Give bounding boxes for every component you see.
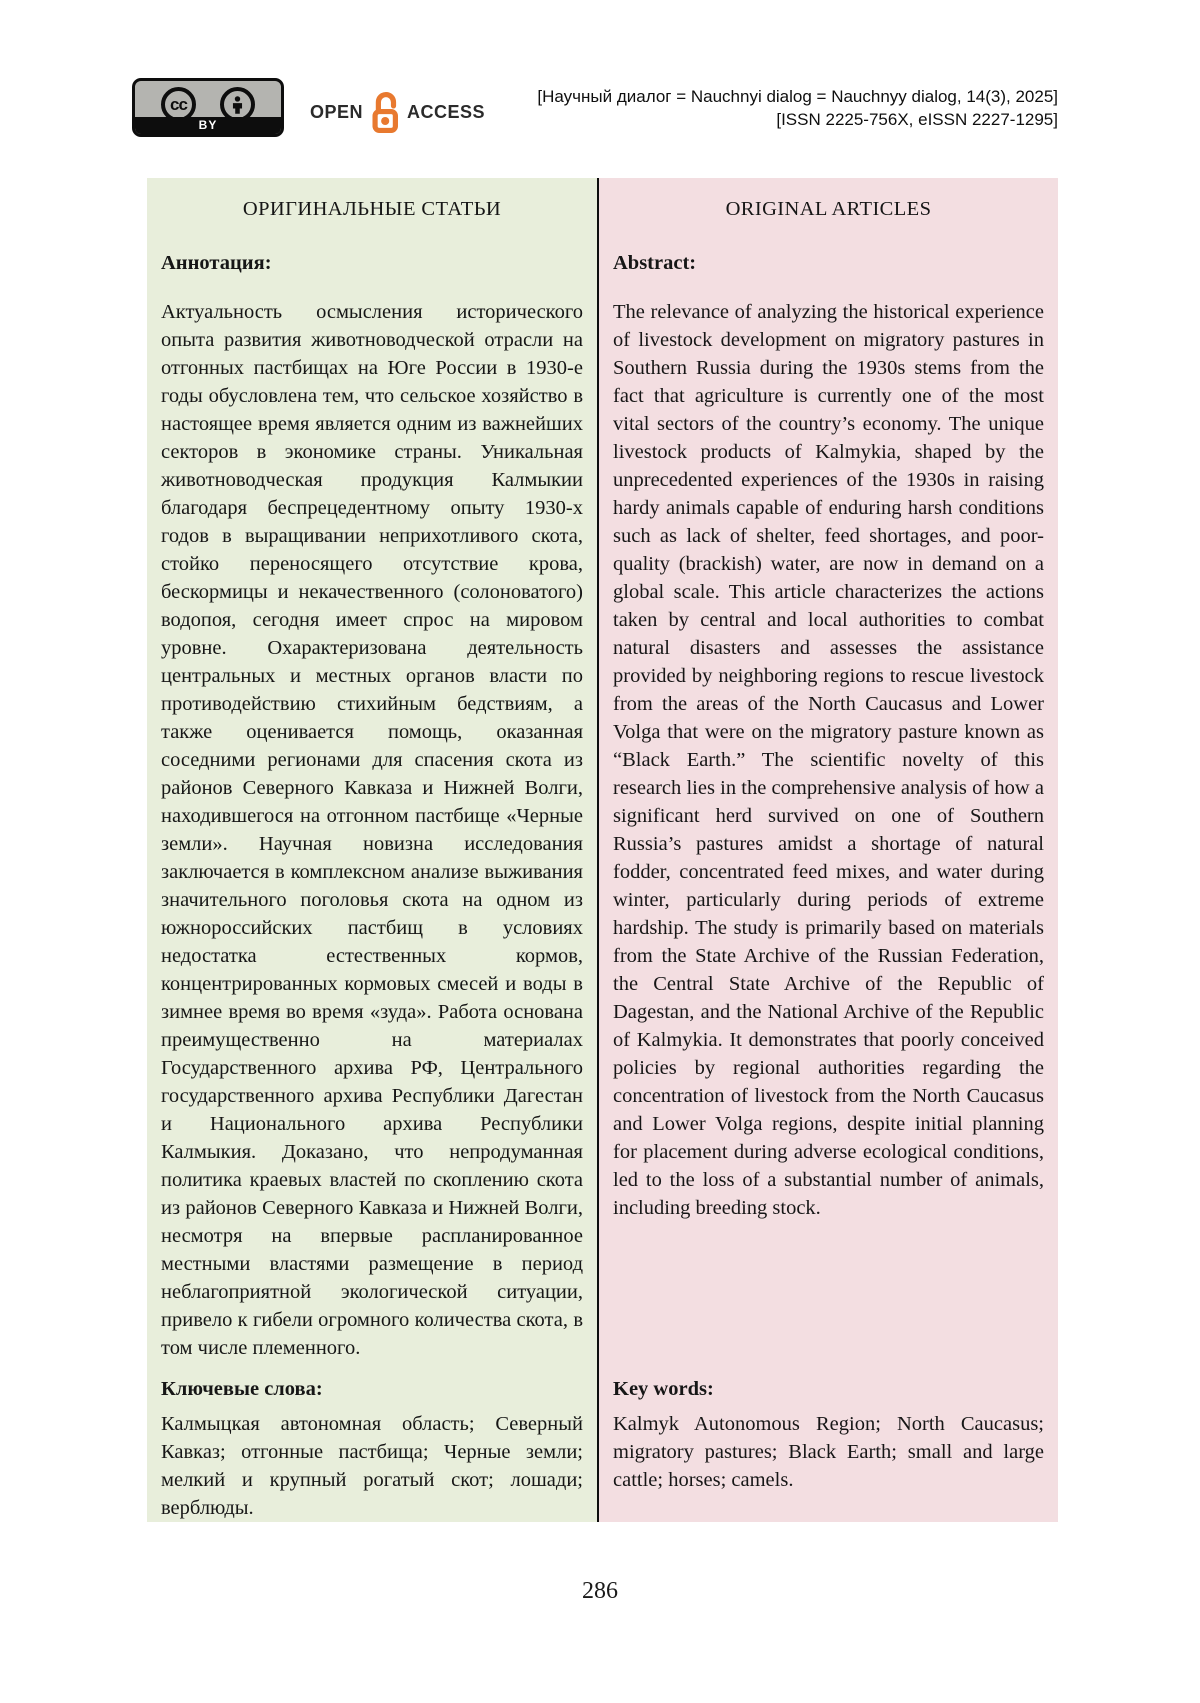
journal-citation — [537, 85, 1058, 131]
abstract-label-ru: Аннотация: — [161, 252, 272, 274]
cc-by-license-badge — [132, 78, 284, 137]
section-title-ru: ОРИГИНАЛЬНЫЕ СТАТЬИ — [242, 198, 502, 220]
keywords-label-en: Key words: — [613, 1378, 714, 1400]
cc-icon: cc — [161, 87, 196, 122]
russian-abstract-column — [147, 178, 599, 1522]
abstract-columns — [147, 178, 1058, 1522]
keywords-text-ru: Калмыцкая автономная область; Северный Кавказ; отгонные пастбища; Черные земли; мелкий и крупный рогатый скот; лошади; верблюды. — [161, 1413, 583, 1519]
open-access-access-label: ACCESS — [407, 101, 486, 122]
english-abstract-column — [599, 178, 1058, 1522]
section-title-en: ORIGINAL ARTICLES — [725, 198, 932, 220]
abstract-text-ru: Актуальность осмысления исторического опыта развития животноводческой отрасли на отгонных пастбищах на Юге России в 1930-е годы обусловлена тем, что сельское хозяйство в настоящее время является одним из важнейших секторов в экономике страны. Уникальная животноводческая продукция Калмыкии благодаря беспрецедентному опыту 1930-х годов в выращивании неприхотливого скота, стойко переносящего отсутствие крова, бескормицы и некачественного (солоноватого) водопоя, сегодня имеет спрос на мировом уровне. Охарактеризована деятельность центральных и местных органов власти по противодействию стихийным бедствиям, а также оценивается помощь, оказанная соседними регионами для спасения скота из районов Северного Кавказа и Нижней Волги, находившегося на отгонном пастбище «Черные земли». Научная новизна исследования заключается в комплексном анализе выживания значительного поголовья скота на одном из южнороссийских пастбищ в условиях недостатка естественных кормов, концентрированных кормовых смесей и воды в зимнее время во время «зуда». Работа основана преимущественно на материалах Государственного архива РФ, Центрального государственного архива Республики Дагестан и Национального архива Республики Калмыкия. Доказано, что непродуманная политика краевых властей по скоплению скота из районов Северного Кавказа и Нижней Волги, несмотря на впервые распланированное местными властями размещение в период неблагоприятной экологической ситуации, привело к гибели огромного количества скота, в том числе племенного. — [161, 301, 583, 1359]
open-access-logo — [310, 84, 485, 140]
journal-issn-line: [ISSN 2225-756X, eISSN 2227-1295] — [776, 110, 1058, 129]
keywords-text-en: Kalmyk Autonomous Region; North Caucasus; migratory pastures; Black Earth; small and large cattle; horses; camels. — [613, 1413, 1044, 1491]
abstract-text-en: The relevance of analyzing the historical experience of livestock development on migratory pastures in Southern Russia during the 1930s stems from the fact that agriculture is currently one of the most vital sectors of the country’s economy. The unique livestock products of Kalmykia, shaped by the unprecedented experiences of the 1930s in raising hardy animals capable of enduring harsh conditions such as lack of shelter, feed shortages, and poor-quality (brackish) water, are now in demand on a global scale. This article characterizes the actions taken by central and local authorities to combat natural disasters and assesses the assistance provided by neighboring regions to rescue livestock from the areas of the North Caucasus and Lower Volga that were on the migratory pasture known as “Black Earth.” The scientific novelty of this research lies in the comprehensive analysis of how a significant herd survived on one of Southern Russia’s pastures amidst a shortage of natural fodder, concentrated feed mixes, and water during winter, particularly during periods of extreme hardship. The study is primarily based on materials from the State Archive of the Russian Federation, the Central State Archive of the Republic of Dagestan, and the National Archive of the Republic of Kalmykia. It demonstrates that poorly conceived policies by regional authorities regarding the concentration of livestock from the North Caucasus and Lower Volga regions, despite initial planning for placement during adverse ecological conditions, led to the loss of a substantial number of animals, including breeding stock. — [613, 301, 1044, 1219]
abstract-label-en: Abstract: — [613, 252, 697, 274]
keywords-label-ru: Ключевые слова: — [161, 1378, 323, 1400]
cc-license-type-label: BY — [135, 117, 281, 134]
journal-title-line: [Научный диалог = Nauchnyi dialog = Nauchnyy dialog, 14(3), 2025] — [537, 87, 1058, 106]
open-lock-icon — [368, 88, 402, 137]
page-number: 286 — [582, 1578, 618, 1604]
open-access-open-label: OPEN — [310, 101, 364, 122]
